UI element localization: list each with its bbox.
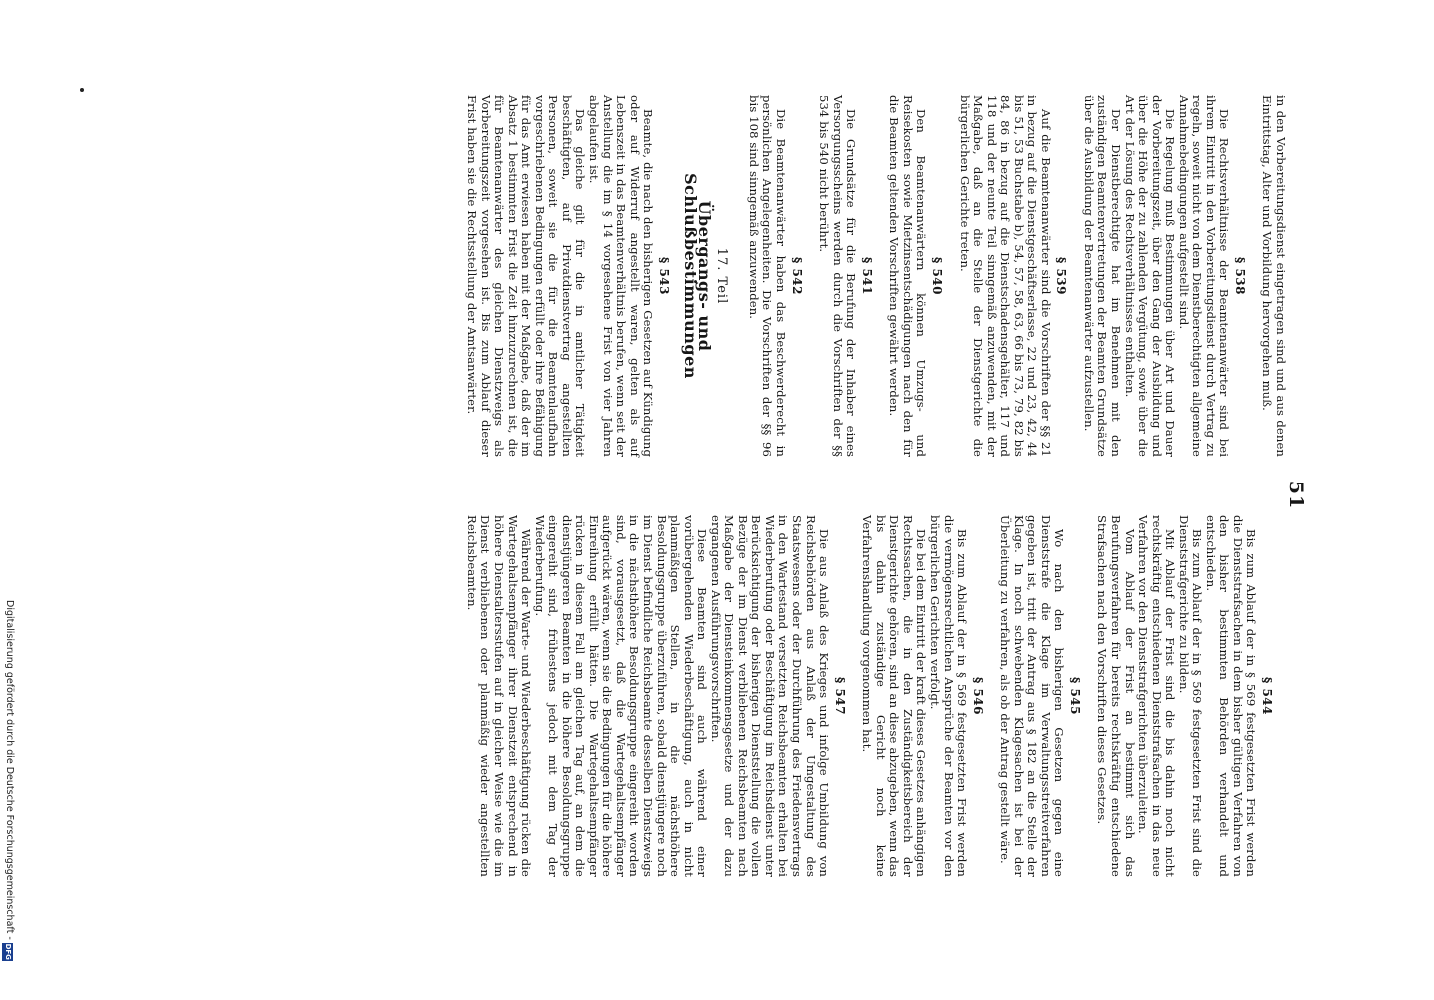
paragraph: Bis zum Ablauf der in § 569 festgesetzten Frist werden die vermögensrechtlichen Ansprüche der Beamten vor den bürgerlichen Gerichten verfolgt.: [927, 515, 970, 877]
paragraph: Das gleiche gilt für die in amtlicher Tätigkeit beschäftigten, auf Privatdienstvertrag angestellten Personen, soweit sie die für die Beamtenlaufbahn vorgeschriebenen Bedingungen erfüllt oder ihre Befähigung für das Amt erwiesen haben mit der Maßgabe, daß der im Absatz 1 bestimmten Frist die Zeit hinzuzurechnen ist, die für Beamtenanwärter des gleichen Dienstzweigs als Vorbereitungszeit vorgesehen ist. Bis zum Ablauf dieser Frist haben sie die Rechtsstellung der Amtsanwärter.: [465, 95, 588, 457]
section-heading-542: § 542: [789, 256, 804, 295]
paragraph: Bis zum Ablauf der in § 569 festgesetzten Frist werden die Dienststrafsachen in dem bisher gültigen Verfahren von den bisher bestimmten Behörden verhandelt und entschieden.: [1203, 515, 1259, 877]
paragraph: Diese Beamten sind auch während einer vorübergehenden Wiederbeschäftigung, auch in nicht planmäßigen Stellen, in die nächsthöhere Besoldungsgruppe überzuführen, sobald dienstjüngere noch im Dienst befindliche Reichsbeamte desselben Dienstzweigs in die nächsthöhere Besoldungsgruppe eingereiht worden sind, vorausgesetzt, daß die Wartegehaltsempfänger aufgerückt wären, wenn sie die Bedingungen für die höhere Einreihung erfüllt hätten. Die Wartegehaltsempfänger rücken in diesem Fall am gleichen Tag auf, an dem die dienstjüngeren Beamten in die höhere Besoldungsgruppe eingereiht sind, frühestens jedoch mit dem Tag der Wiederberufung.: [532, 515, 710, 877]
paragraph: Während der Warte- und Wiederbeschäftigung rücken die Wartegehaltsempfänger ihrer Dienstzeit entsprechend in höhere Dienstaltersstufen auf in gleicher Weise wie die im Dienst verbliebenen oder planmäßig wieder angestellten Reichsbeamten.: [464, 515, 534, 877]
part-title: Übergangs- und Schlußbestimmungen: [681, 173, 714, 379]
paragraph: Beamte, die nach den bisherigen Gesetzen auf Kündigung oder auf Widerruf angestellt waren, gelten als auf Lebenszeit in das Beamtenverhältnis berufen, wenn seit der Anstellung die im § 14 vorgesehene Frist von vier Jahren abgelaufen ist.: [587, 95, 656, 457]
section-heading-540: § 540: [929, 256, 944, 295]
scan-speck: [80, 88, 84, 92]
paragraph: Vom Ablauf der Frist an bestimmt sich das Berufungsverfahren für bereits rechtskräftig entschiedene Strafsachen nach den Vorschriften dieses Gesetzes.: [1095, 515, 1137, 877]
section-heading-541: § 541: [859, 256, 874, 295]
document-page: [117, 95, 1307, 895]
paragraph: Auf die Beamtenanwärter sind die Vorschriften der §§ 21 in bezug auf die Dienstgeschäftserlasse, 22 und 23, 42, 44 bis 51, 53 Buchstabe b), 54, 57, 58, 63, 66 bis 73, 79, 82 bis 84, 86 in bezug auf die Dienstschadensgehälter, 117 und 118 und der neunte Teil sinngemäß anzuwenden, mit der Maßgabe, daß an die Stelle der Dienstgerichte die bürgerlichen Gerichte treten.: [957, 95, 1053, 457]
footer-text: Digitalisierung gefördert durch die Deutsche Forschungsgemeinschaft -: [4, 600, 15, 940]
paragraph: Den Beamtenanwärtern können Umzugs- und Reisekosten sowie Mietzinsentschädigungen nach den für die Beamten geltenden Vorschriften gewährt werden.: [887, 95, 929, 457]
section-heading-544: § 544: [1260, 676, 1274, 715]
section-heading-539: § 539: [1054, 256, 1069, 295]
left-column: [465, 95, 1287, 457]
paragraph: Die Beamtenanwärter haben das Beschwerderecht in persönlichen Angelegenheiten. Die Vorschriften der §§ 96 bis 108 sind sinngemäß anzuwenden.: [746, 95, 789, 457]
intro-paragraph: in den Vorbereitungsdienst eingetragen sind und aus denen Eintrittstag, Alter und Vorbildung hervorgehen muß.: [1260, 95, 1288, 457]
paragraph: Die Grundsätze für die Berufung der Inhaber eines Versorgungsscheins werden durch die Vorschriften der §§ 534 bis 540 nicht berührt.: [817, 95, 859, 457]
paragraph: Mit Ablauf der Frist sind die bis dahin noch nicht rechtskräftig entschiedenen Dienststrafsachen in das neue Verfahren vor den Dienststrafgerichten überzuleiten.: [1136, 515, 1178, 877]
section-heading-543: § 543: [656, 256, 671, 295]
right-column: [464, 515, 1287, 877]
section-heading-545: § 545: [1067, 676, 1082, 715]
paragraph: Die Regelung muß Bestimmungen über Art und Dauer der Vorbereitungszeit, über den Gang der Ausbildung und über die Höhe der zu zahlenden Vergütung, sowie über die Art der Lösung des Rechtsverhältnisses enthalten.: [1122, 95, 1178, 457]
section-heading-546: § 546: [970, 676, 985, 715]
paragraph: Der Dienstberechtigte hat im Benehmen mit den zuständigen Beamtenvertretungen der Beamten Grundsätze über die Ausbildung der Beamtenanwärter aufzustellen.: [1081, 95, 1123, 457]
paragraph: Die Rechtsverhältnisse der Beamtenanwärter sind bei ihrem Eintritt in den Vorbereitungsdienst durch Vertrag zu regeln, soweit nicht von dem Dienstberechtigten allgemeine Annahmebedingungen aufgestellt sind.: [1176, 95, 1232, 457]
part-label: 17. Teil: [714, 247, 730, 305]
section-heading-547: § 547: [832, 676, 847, 715]
paragraph: Bis zum Ablauf der in § 569 festgesetzten Frist sind die Dienststrafgerichte zu bilden.: [1176, 515, 1205, 877]
digitization-footer: [2, 600, 16, 990]
page-number: 51: [1285, 480, 1307, 510]
dfg-logo-icon: DFG: [4, 943, 12, 960]
paragraph: Wo nach den bisherigen Gesetzen gegen eine Dienststrafe die Klage im Verwaltungsstreitverfahren gegeben ist, tritt der Antrag aus § 182 an die Stelle der Klage. In noch schwebenden Klagesachen ist bei der Überleitung zu verfahren, als ob der Antrag gestellt wäre.: [998, 515, 1067, 877]
paragraph: Die bei dem Eintritt der kraft dieses Gesetzes anhängigen Rechtssachen, die in den Zuständigkeitsbereich der Dienstgerichte gehören, sind an diese abzugeben, wenn das bis dahin zuständige Gericht noch keine Verfahrenshandlung vorgenommen hat.: [860, 515, 929, 877]
paragraph: Die aus Anlaß des Krieges und infolge Umbildung von Reichsbehörden aus Anlaß der Umgestaltung des Staatswesens oder der Durchführung des Friedensvertrags in den Wartestand versetzten Reichsbeamten erhalten bei Wiederberufung oder Beschäftigung im Reichsdienst unter Berücksichtigung der bisherigen Dienststellung die vollen Bezüge der im Dienst verbliebenen Reichsbeamten nach Maßgabe der Diensteinkommensgesetze und der dazu ergangenen Ausführungsvorschriften.: [708, 515, 832, 877]
section-heading-538: § 538: [1232, 256, 1247, 295]
